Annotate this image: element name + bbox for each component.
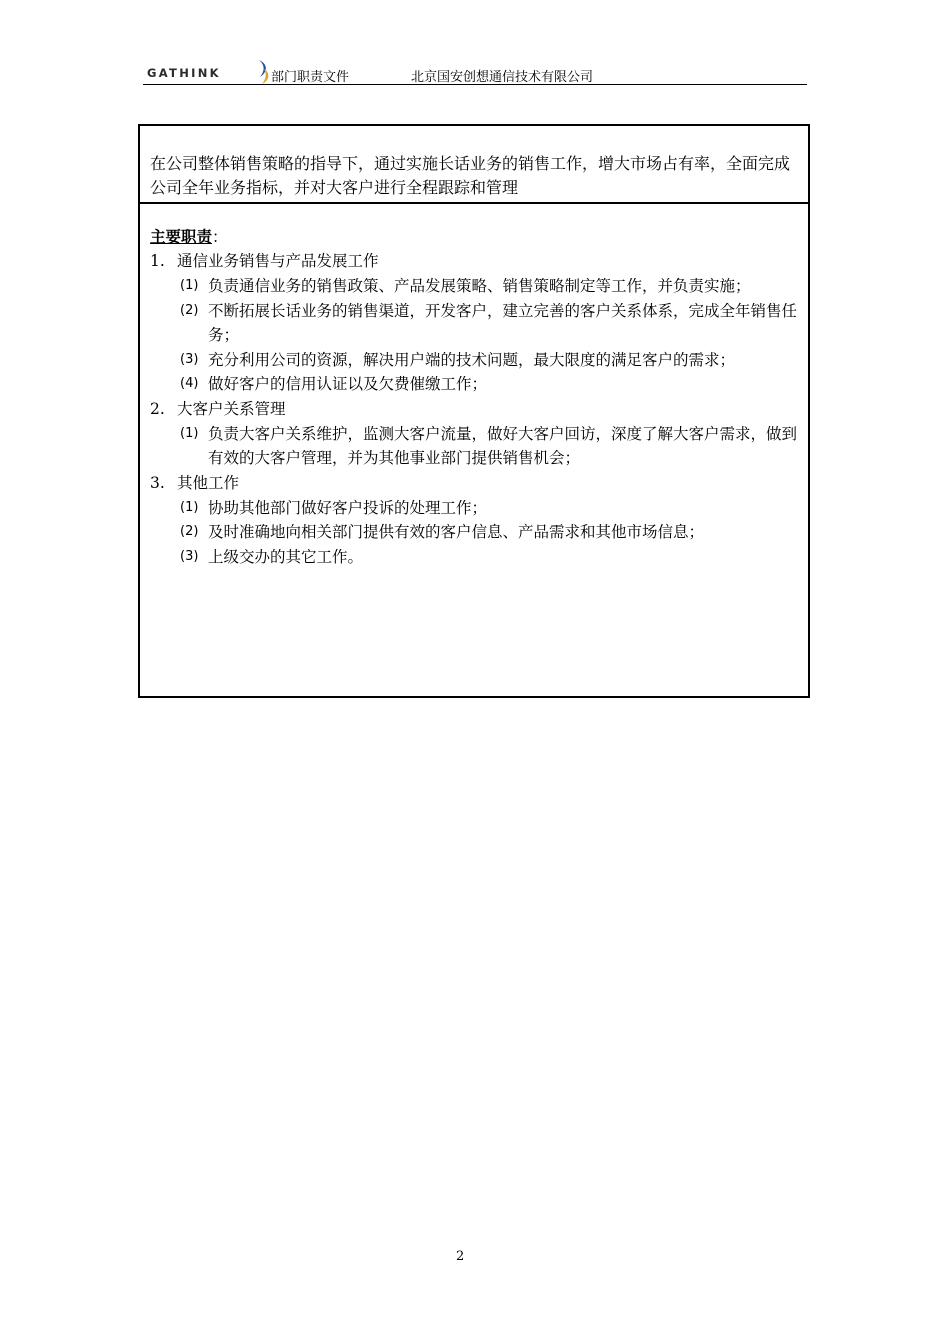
section-number: 2. (150, 399, 165, 418)
summary-text: 在公司整体销售策略的指导下，通过实施长话业务的销售工作，增大市场占有率，全面完成公司全年业务指标，并对大客户进行全程跟踪和管理 (150, 154, 791, 197)
duty-item (150, 372, 805, 397)
item-text: 协助其他部门做好客户投诉的处理工作； (208, 498, 488, 517)
duty-item (150, 545, 805, 570)
section-number: 3. (150, 473, 165, 492)
duty-section (150, 471, 805, 496)
section-number: 1. (150, 252, 165, 270)
duties-title: 主要职责 (150, 227, 213, 246)
section-title: 其他工作 (177, 473, 240, 492)
item-number: (3) (180, 548, 199, 564)
duties-cell (150, 224, 805, 569)
company-name: 北京国安创想通信技术有限公司 (411, 70, 594, 85)
duty-item (150, 496, 805, 521)
item-text: 负责通信业务的销售政策、产品发展策略、销售策略制定等工作，并负责实施； (208, 277, 751, 295)
duty-item (150, 422, 805, 471)
item-number: (1) (180, 499, 199, 515)
item-text: 负责大客户关系维护，监测大客户流量，做好大客户回访，深度了解大客户需求，做到有效的大客户管理，并为其他事业部门提供销售机会； (208, 424, 798, 467)
section-title: 通信业务销售与产品发展工作 (177, 252, 379, 270)
item-number: (2) (180, 524, 199, 539)
item-number: (1) (180, 278, 199, 293)
document-type: 部门职责文件 (271, 70, 350, 85)
item-number: (2) (180, 302, 199, 318)
duty-table (138, 124, 810, 698)
item-text: 上级交办的其它工作。 (208, 547, 364, 566)
duty-section (150, 249, 805, 274)
item-number: (3) (180, 351, 199, 367)
page-header (143, 60, 807, 85)
duty-item (150, 299, 805, 348)
page-number: 2 (456, 1249, 465, 1264)
duty-section (150, 397, 805, 422)
item-number: (1) (180, 425, 199, 441)
duty-item (150, 520, 805, 545)
item-text: 做好客户的信用认证以及欠费催缴工作； (208, 375, 488, 393)
item-number: (4) (180, 376, 199, 391)
item-text: 充分利用公司的资源，解决用户端的技术问题，最大限度的满足客户的需求； (208, 350, 736, 369)
duties-heading (150, 224, 805, 249)
duty-item (150, 274, 805, 299)
item-text: 及时准确地向相关部门提供有效的客户信息、产品需求和其他市场信息； (208, 523, 705, 541)
duties-colon: ： (212, 228, 228, 246)
section-title: 大客户关系管理 (177, 399, 286, 418)
summary-cell (140, 126, 808, 204)
duty-item (150, 348, 805, 373)
item-text: 不断拓展长话业务的销售渠道，开发客户，建立完善的客户关系体系，完成全年销售任务； (208, 301, 798, 344)
company-logo-text: GATHINK (147, 66, 221, 80)
duty-sections (150, 249, 805, 569)
